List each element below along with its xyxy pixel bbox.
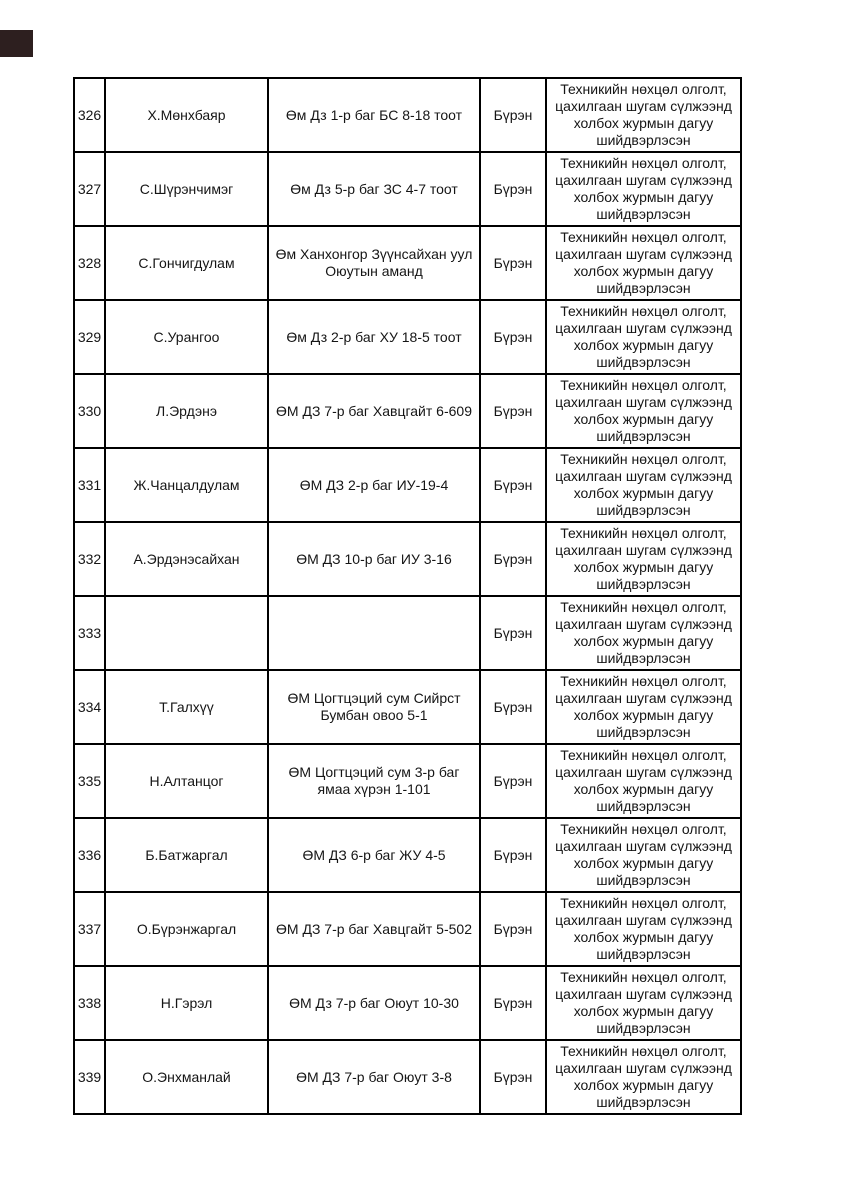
resolution-cell: Техникийн нөхцөл олголт, цахилгаан шугам сүлжээнд холбох журмын дагуу шийдвэрлэсэн bbox=[546, 152, 741, 226]
address-cell: ӨМ ДЗ 10-р баг ИУ 3-16 bbox=[268, 522, 480, 596]
name-cell: Л.Эрдэнэ bbox=[105, 374, 268, 448]
address-cell bbox=[268, 596, 480, 670]
address-cell: ӨМ ДЗ 2-р баг ИУ-19-4 bbox=[268, 448, 480, 522]
row-number-cell: 337 bbox=[74, 892, 105, 966]
table-row bbox=[74, 670, 741, 744]
table-row bbox=[74, 522, 741, 596]
table-row bbox=[74, 596, 741, 670]
table-row bbox=[74, 152, 741, 226]
resolution-cell: Техникийн нөхцөл олголт, цахилгаан шугам сүлжээнд холбох журмын дагуу шийдвэрлэсэн bbox=[546, 818, 741, 892]
status-cell: Бүрэн bbox=[480, 374, 546, 448]
row-number-cell: 328 bbox=[74, 226, 105, 300]
resolution-cell: Техникийн нөхцөл олголт, цахилгаан шугам сүлжээнд холбох журмын дагуу шийдвэрлэсэн bbox=[546, 1040, 741, 1114]
resolution-cell: Техникийн нөхцөл олголт, цахилгаан шугам сүлжээнд холбох журмын дагуу шийдвэрлэсэн bbox=[546, 966, 741, 1040]
table-row bbox=[74, 448, 741, 522]
table-row bbox=[74, 966, 741, 1040]
address-cell: Өм Дз 1-р баг БС 8-18 тоот bbox=[268, 78, 480, 152]
resolution-cell: Техникийн нөхцөл олголт, цахилгаан шугам сүлжээнд холбох журмын дагуу шийдвэрлэсэн bbox=[546, 744, 741, 818]
table-row bbox=[74, 300, 741, 374]
table-row bbox=[74, 1040, 741, 1114]
status-cell: Бүрэн bbox=[480, 226, 546, 300]
scan-artifact bbox=[0, 30, 33, 57]
resolution-cell: Техникийн нөхцөл олголт, цахилгаан шугам сүлжээнд холбох журмын дагуу шийдвэрлэсэн bbox=[546, 226, 741, 300]
status-cell: Бүрэн bbox=[480, 78, 546, 152]
table-row bbox=[74, 374, 741, 448]
row-number-cell: 330 bbox=[74, 374, 105, 448]
name-cell: Т.Галхүү bbox=[105, 670, 268, 744]
address-cell: ӨМ ДЗ 7-р баг Оюут 3-8 bbox=[268, 1040, 480, 1114]
resolution-cell: Техникийн нөхцөл олголт, цахилгаан шугам сүлжээнд холбох журмын дагуу шийдвэрлэсэн bbox=[546, 300, 741, 374]
status-cell: Бүрэн bbox=[480, 152, 546, 226]
row-number-cell: 339 bbox=[74, 1040, 105, 1114]
status-cell: Бүрэн bbox=[480, 448, 546, 522]
resolution-cell: Техникийн нөхцөл олголт, цахилгаан шугам сүлжээнд холбох журмын дагуу шийдвэрлэсэн bbox=[546, 78, 741, 152]
table-row bbox=[74, 744, 741, 818]
status-cell: Бүрэн bbox=[480, 522, 546, 596]
status-cell: Бүрэн bbox=[480, 966, 546, 1040]
name-cell: С.Гончигдулам bbox=[105, 226, 268, 300]
name-cell: Н.Гэрэл bbox=[105, 966, 268, 1040]
address-cell: Өм Дз 2-р баг ХУ 18-5 тоот bbox=[268, 300, 480, 374]
address-cell: ӨМ ДЗ 7-р баг Хавцгайт 6-609 bbox=[268, 374, 480, 448]
table-row bbox=[74, 818, 741, 892]
address-cell: ӨМ ДЗ 6-р баг ЖУ 4-5 bbox=[268, 818, 480, 892]
resolution-cell: Техникийн нөхцөл олголт, цахилгаан шугам сүлжээнд холбох журмын дагуу шийдвэрлэсэн bbox=[546, 448, 741, 522]
name-cell: О.Бүрэнжаргал bbox=[105, 892, 268, 966]
address-cell: Өм Ханхонгор Зүүнсайхан уул Оюутын аманд bbox=[268, 226, 480, 300]
table-row bbox=[74, 892, 741, 966]
row-number-cell: 336 bbox=[74, 818, 105, 892]
table-row bbox=[74, 226, 741, 300]
address-cell: ӨМ Цогтцэций сум 3-р баг ямаа хүрэн 1-101 bbox=[268, 744, 480, 818]
status-cell: Бүрэн bbox=[480, 892, 546, 966]
status-cell: Бүрэн bbox=[480, 300, 546, 374]
resolution-cell: Техникийн нөхцөл олголт, цахилгаан шугам сүлжээнд холбох журмын дагуу шийдвэрлэсэн bbox=[546, 522, 741, 596]
address-cell: ӨМ ДЗ 7-р баг Хавцгайт 5-502 bbox=[268, 892, 480, 966]
row-number-cell: 326 bbox=[74, 78, 105, 152]
resolution-cell: Техникийн нөхцөл олголт, цахилгаан шугам сүлжээнд холбох журмын дагуу шийдвэрлэсэн bbox=[546, 892, 741, 966]
name-cell: С.Шүрэнчимэг bbox=[105, 152, 268, 226]
address-cell: ӨМ Цогтцэций сум Сийрст Бумбан овоо 5-1 bbox=[268, 670, 480, 744]
records-table-body bbox=[74, 78, 741, 1114]
table-row bbox=[74, 78, 741, 152]
status-cell: Бүрэн bbox=[480, 596, 546, 670]
row-number-cell: 333 bbox=[74, 596, 105, 670]
name-cell: А.Эрдэнэсайхан bbox=[105, 522, 268, 596]
status-cell: Бүрэн bbox=[480, 744, 546, 818]
name-cell: Ж.Чанцалдулам bbox=[105, 448, 268, 522]
records-table bbox=[73, 77, 742, 1115]
name-cell: Х.Мөнхбаяр bbox=[105, 78, 268, 152]
resolution-cell: Техникийн нөхцөл олголт, цахилгаан шугам сүлжээнд холбох журмын дагуу шийдвэрлэсэн bbox=[546, 670, 741, 744]
row-number-cell: 332 bbox=[74, 522, 105, 596]
row-number-cell: 335 bbox=[74, 744, 105, 818]
name-cell bbox=[105, 596, 268, 670]
row-number-cell: 331 bbox=[74, 448, 105, 522]
address-cell: Өм Дз 5-р баг ЗС 4-7 тоот bbox=[268, 152, 480, 226]
name-cell: С.Урангоо bbox=[105, 300, 268, 374]
name-cell: О.Энхманлай bbox=[105, 1040, 268, 1114]
status-cell: Бүрэн bbox=[480, 818, 546, 892]
resolution-cell: Техникийн нөхцөл олголт, цахилгаан шугам сүлжээнд холбох журмын дагуу шийдвэрлэсэн bbox=[546, 374, 741, 448]
row-number-cell: 338 bbox=[74, 966, 105, 1040]
row-number-cell: 329 bbox=[74, 300, 105, 374]
address-cell: ӨМ Дз 7-р баг Оюут 10-30 bbox=[268, 966, 480, 1040]
name-cell: Н.Алтанцог bbox=[105, 744, 268, 818]
status-cell: Бүрэн bbox=[480, 1040, 546, 1114]
row-number-cell: 334 bbox=[74, 670, 105, 744]
status-cell: Бүрэн bbox=[480, 670, 546, 744]
name-cell: Б.Батжаргал bbox=[105, 818, 268, 892]
resolution-cell: Техникийн нөхцөл олголт, цахилгаан шугам сүлжээнд холбох журмын дагуу шийдвэрлэсэн bbox=[546, 596, 741, 670]
row-number-cell: 327 bbox=[74, 152, 105, 226]
